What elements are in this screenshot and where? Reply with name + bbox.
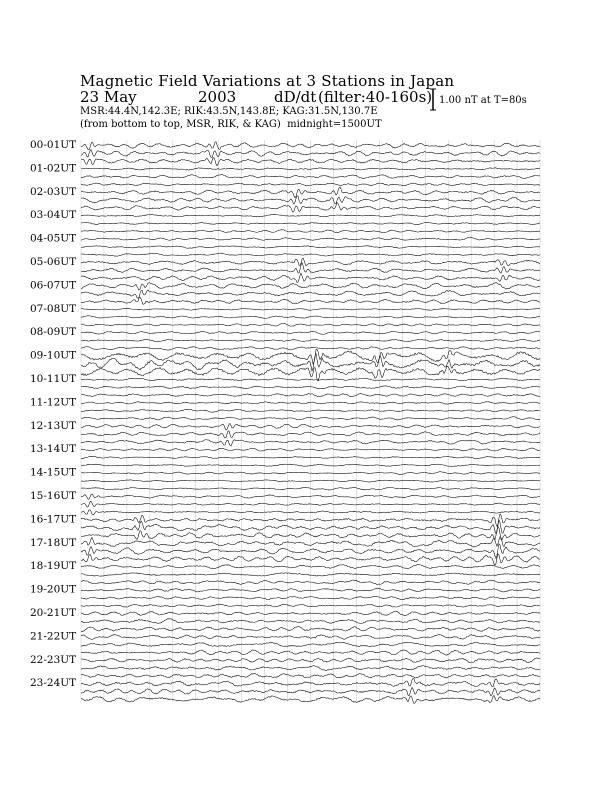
scale-label: 1.00 nT at T=80s bbox=[439, 95, 527, 106]
row-label: 15-16UT bbox=[30, 490, 77, 502]
midnight-note: midnight=1500UT bbox=[287, 119, 382, 130]
year-label: 2003 bbox=[198, 88, 237, 106]
row-label: 11-12UT bbox=[30, 396, 77, 409]
row-label: 10-11UT bbox=[30, 373, 77, 385]
row-label: 14-15UT bbox=[30, 466, 77, 479]
row-label: 09-10UT bbox=[30, 349, 77, 362]
quantity-label: dD/dt bbox=[274, 88, 317, 106]
chart-title: Magnetic Field Variations at 3 Stations in Japan bbox=[80, 72, 455, 90]
row-label: 23-24UT bbox=[30, 677, 77, 690]
stations-line: MSR:44.4N,142.3E; RIK:43.5N,143.8E; KAG:31.5N,130.7E bbox=[80, 106, 378, 117]
row-label: 05-06UT bbox=[30, 256, 77, 268]
row-label: 17-18UT bbox=[30, 536, 77, 549]
date-label: 23 May bbox=[80, 88, 137, 106]
row-label: 04-05UT bbox=[30, 232, 77, 245]
row-label: 13-14UT bbox=[30, 443, 77, 456]
row-label: 21-22UT bbox=[30, 630, 77, 643]
row-label: 18-19UT bbox=[30, 560, 77, 573]
row-label: 16-17UT bbox=[30, 513, 77, 526]
grid bbox=[81, 140, 540, 702]
row-label: 01-02UT bbox=[30, 162, 77, 175]
row-label: 12-13UT bbox=[30, 419, 77, 432]
row-label: 19-20UT bbox=[30, 583, 77, 596]
row-label: 07-08UT bbox=[30, 302, 77, 315]
row-label: 03-04UT bbox=[30, 209, 77, 222]
filter-label: (filter:40-160s) bbox=[318, 88, 433, 106]
row-label: 02-03UT bbox=[30, 185, 77, 198]
row-label: 06-07UT bbox=[30, 279, 77, 292]
row-label: 20-21UT bbox=[30, 607, 77, 619]
row-label: 22-23UT bbox=[30, 653, 77, 666]
row-label: 08-09UT bbox=[30, 326, 77, 339]
row-label: 00-01UT bbox=[30, 139, 77, 151]
order-note: (from bottom to top, MSR, RIK, & KAG) bbox=[80, 119, 281, 130]
